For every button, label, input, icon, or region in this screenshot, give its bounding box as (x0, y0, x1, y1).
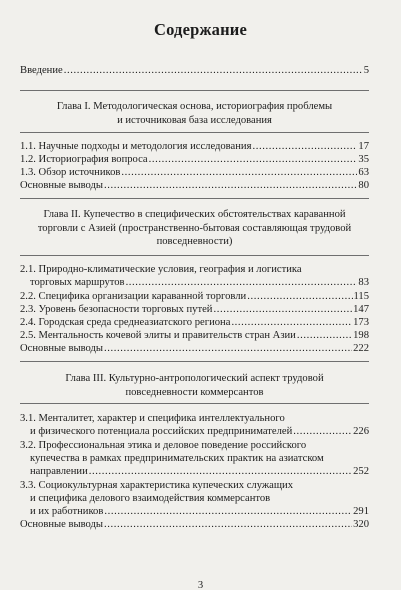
dot-leader (293, 425, 352, 438)
dot-leader (121, 166, 357, 179)
chapter-2-heading: Глава II. Купечество в специфических обстоятельствах караванной торговли с Азией (пространственно-бытовая составляющая трудовой повседневности) (37, 209, 352, 247)
toc-entry: 1.1. Научные подходы и методология исследования ..... 17 (20, 140, 369, 153)
toc-entry: 2.2. Специфика организации караванной торговли ..... 115 (20, 290, 369, 303)
section-divider (20, 90, 369, 91)
dot-leader (297, 329, 352, 342)
toc-page-number: 115 (353, 291, 369, 302)
toc-page-number: 252 (353, 466, 369, 477)
dot-leader (231, 316, 352, 329)
dot-leader (247, 290, 352, 303)
toc-entry: 3.1. Менталитет, характер и специфика интеллектуального и физического потенциала российских предпринимателей ..... 226 (20, 412, 369, 438)
dot-leader (126, 276, 358, 289)
toc-page-number: 222 (353, 343, 369, 354)
toc-page-number: 198 (353, 330, 369, 341)
toc-entry: Основные выводы ..... 320 (20, 518, 369, 531)
toc-page-number: 80 (358, 180, 369, 191)
dot-leader (104, 505, 352, 518)
toc-entry: 2.5. Ментальность кочевой элиты и правительств стран Азии ..... 198 (20, 329, 369, 342)
toc-entry-intro (20, 64, 369, 77)
dot-leader (104, 179, 357, 192)
section-divider (20, 132, 369, 133)
dot-leader (149, 153, 358, 166)
toc-entry: 3.3. Социокультурная характеристика купеческих служащих и специфика делового взаимодействия коммерсантов и их работников ..... 291 (20, 479, 369, 518)
toc-entry-text: Введение (20, 65, 63, 76)
page-title: Содержание (153, 20, 248, 39)
dot-leader (89, 465, 352, 478)
section-divider (20, 255, 369, 256)
toc-entry: 3.2. Профессиональная этика и деловое поведение российского купечества в рамках предпринимательских практик на азиатском направлении ..... 252 (20, 439, 369, 478)
toc-page-number: 5 (363, 65, 369, 76)
toc-page-number: 226 (353, 426, 369, 437)
chapter-1-heading: Глава I. Методологическая основа, историография проблемы и источниковая база исследования (56, 101, 333, 126)
toc-page-number: 320 (353, 519, 369, 530)
toc-page-number: 173 (353, 317, 369, 328)
dot-leader (104, 342, 352, 355)
toc-page-number: 147 (353, 304, 369, 315)
section-divider (20, 361, 369, 362)
toc-entry: 2.3. Уровень безопасности торговых путей ..... 147 (20, 303, 369, 316)
dot-leader (64, 64, 363, 77)
toc-page-number: 63 (358, 167, 369, 178)
section-divider (20, 198, 369, 199)
toc-page-number: 35 (358, 154, 369, 165)
toc-entry: 1.3. Обзор источников ..... 63 (20, 166, 369, 179)
section-divider (20, 403, 369, 404)
toc-entry: 1.2. Историография вопроса ..... 35 (20, 153, 369, 166)
toc-entry: 2.4. Городская среда среднеазиатского региона ..... 173 (20, 316, 369, 329)
dot-leader (252, 140, 357, 153)
dot-leader (104, 518, 352, 531)
toc-entry: Основные выводы ..... 80 (20, 179, 369, 192)
toc-page-number: 291 (353, 506, 369, 517)
toc-entry: Основные выводы ..... 222 (20, 342, 369, 355)
toc-page-number: 83 (358, 277, 369, 288)
chapter-3-heading: Глава III. Культурно-антропологический аспект трудовой повседневности коммерсантов (65, 373, 324, 398)
toc-entry: 2.1. Природно-климатические условия, география и логистика торговых маршрутов ..... 83 (20, 263, 369, 289)
dot-leader (213, 303, 352, 316)
page-number: 3 (197, 580, 204, 590)
toc-page-number: 17 (358, 141, 369, 152)
